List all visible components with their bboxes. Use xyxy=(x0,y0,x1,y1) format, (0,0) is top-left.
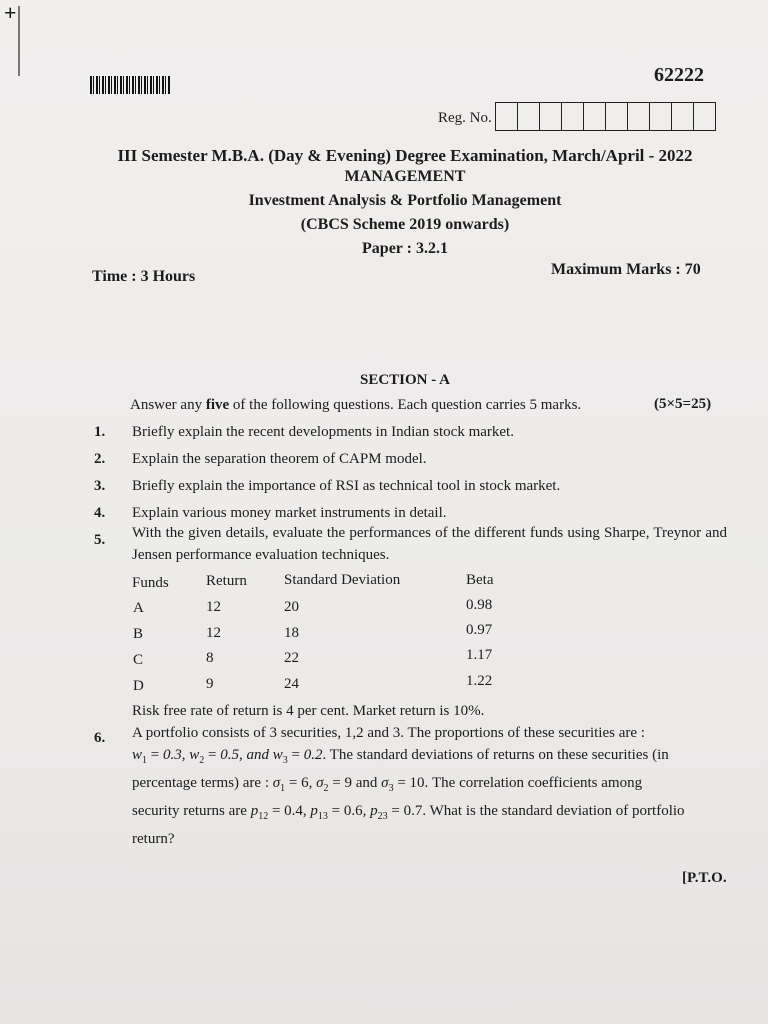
paper-code: 62222 xyxy=(654,64,704,86)
table-header-return: Return xyxy=(206,573,247,589)
question-text-e: percentage terms) are : xyxy=(132,775,269,791)
question-number: 3. xyxy=(94,478,106,494)
question-number: 5. xyxy=(94,532,106,548)
reg-no-box[interactable] xyxy=(583,102,606,131)
time-allowed: Time : 3 Hours xyxy=(92,268,196,285)
question-text: With the given details, evaluate the performances of the different funds using Sharpe, Treynor and Jensen performance evaluation techniques. xyxy=(132,525,727,563)
question-weights: $w_1 = 0.3$, $w_2 = 0.5$, and $w_3 = 0.2$. The standard deviations of returns on these securities (in xyxy=(132,747,669,766)
table-cell: A xyxy=(133,600,144,616)
corner-staple-mark: + xyxy=(4,0,17,25)
instruction-text-1: Answer any xyxy=(130,397,206,413)
table-cell: 12 xyxy=(206,625,221,641)
reg-no-label: Reg. No. xyxy=(438,110,492,126)
table-cell: 12 xyxy=(206,599,221,615)
question-text: Briefly explain the importance of RSI as technical tool in stock market. xyxy=(132,478,561,494)
exam-title: III Semester M.B.A. (Day & Evening) Degree Examination, March/April - 2022 xyxy=(117,146,693,165)
table-cell: 22 xyxy=(284,650,299,666)
table-header-funds: Funds xyxy=(132,575,169,591)
table-note: Risk free rate of return is 4 per cent. Market return is 10%. xyxy=(132,703,485,719)
question-sd-line: percentage terms) are : $\sigma_1 = 6$, $\sigma_2 = 9$ and $\sigma_3 = 10$. The correlation coefficients among xyxy=(132,775,643,794)
margin-line xyxy=(18,6,20,76)
table-cell: 18 xyxy=(284,625,299,641)
reg-no-box[interactable] xyxy=(539,102,562,131)
question-text-h: What is the standard deviation of portfolio return? xyxy=(132,803,685,847)
table-cell: 0.98 xyxy=(466,597,493,613)
table-cell: 0.97 xyxy=(466,622,493,638)
question-number: 1. xyxy=(94,424,106,440)
section-marks: (5×5=25) xyxy=(654,396,712,412)
table-header-sd: Standard Deviation xyxy=(284,572,401,588)
question-correlation-line: security returns are $p_{12} = 0.4$, $p_{13} = 0.6$, $p_{23} = 0.7$. What is the standard deviation of portfolio return? xyxy=(132,803,685,847)
reg-no-box[interactable] xyxy=(649,102,672,131)
question-6-block xyxy=(132,722,727,850)
please-turn-over: [P.T.O. xyxy=(682,870,727,886)
table-cell: 9 xyxy=(206,676,214,692)
question-number: 2. xyxy=(94,451,106,467)
scheme-title: (CBCS Scheme 2019 onwards) xyxy=(300,216,510,233)
table-cell: D xyxy=(133,678,144,694)
reg-no-boxes[interactable] xyxy=(496,102,716,131)
reg-no-box[interactable] xyxy=(517,102,540,131)
question-number: 4. xyxy=(94,505,106,521)
question-text: Briefly explain the recent developments in Indian stock market. xyxy=(132,424,514,440)
reg-no-box[interactable] xyxy=(495,102,518,131)
table-cell: 20 xyxy=(284,599,299,615)
reg-no-box[interactable] xyxy=(605,102,628,131)
reg-no-box[interactable] xyxy=(561,102,584,131)
reg-no-box[interactable] xyxy=(693,102,716,131)
subject-title: MANAGEMENT xyxy=(344,168,466,185)
paper-number: Paper : 3.2.1 xyxy=(362,240,448,257)
question-number: 6. xyxy=(94,730,106,746)
barcode xyxy=(90,76,170,94)
table-cell: C xyxy=(133,652,144,668)
question-text: Explain various money market instruments in detail. xyxy=(132,505,447,521)
instruction-text-2: of the following questions. Each question carries 5 marks. xyxy=(229,397,582,413)
table-cell: 1.22 xyxy=(466,673,493,689)
question-text: Explain the separation theorem of CAPM model. xyxy=(132,451,427,467)
course-title: Investment Analysis & Portfolio Management xyxy=(248,192,562,209)
reg-no-box[interactable] xyxy=(671,102,694,131)
table-cell: 8 xyxy=(206,650,214,666)
reg-no-box[interactable] xyxy=(627,102,650,131)
table-cell: B xyxy=(133,626,144,642)
table-cell: 1.17 xyxy=(466,647,493,663)
table-header-beta: Beta xyxy=(466,572,494,588)
section-instruction xyxy=(130,397,581,414)
question-text: A portfolio consists of 3 securities, 1,2 and 3. The proportions of these securities are : xyxy=(132,725,645,741)
table-cell: 24 xyxy=(284,676,299,692)
maximum-marks: Maximum Marks : 70 xyxy=(551,261,701,278)
section-title: SECTION - A xyxy=(359,372,451,388)
instruction-text-bold: five xyxy=(205,397,230,413)
